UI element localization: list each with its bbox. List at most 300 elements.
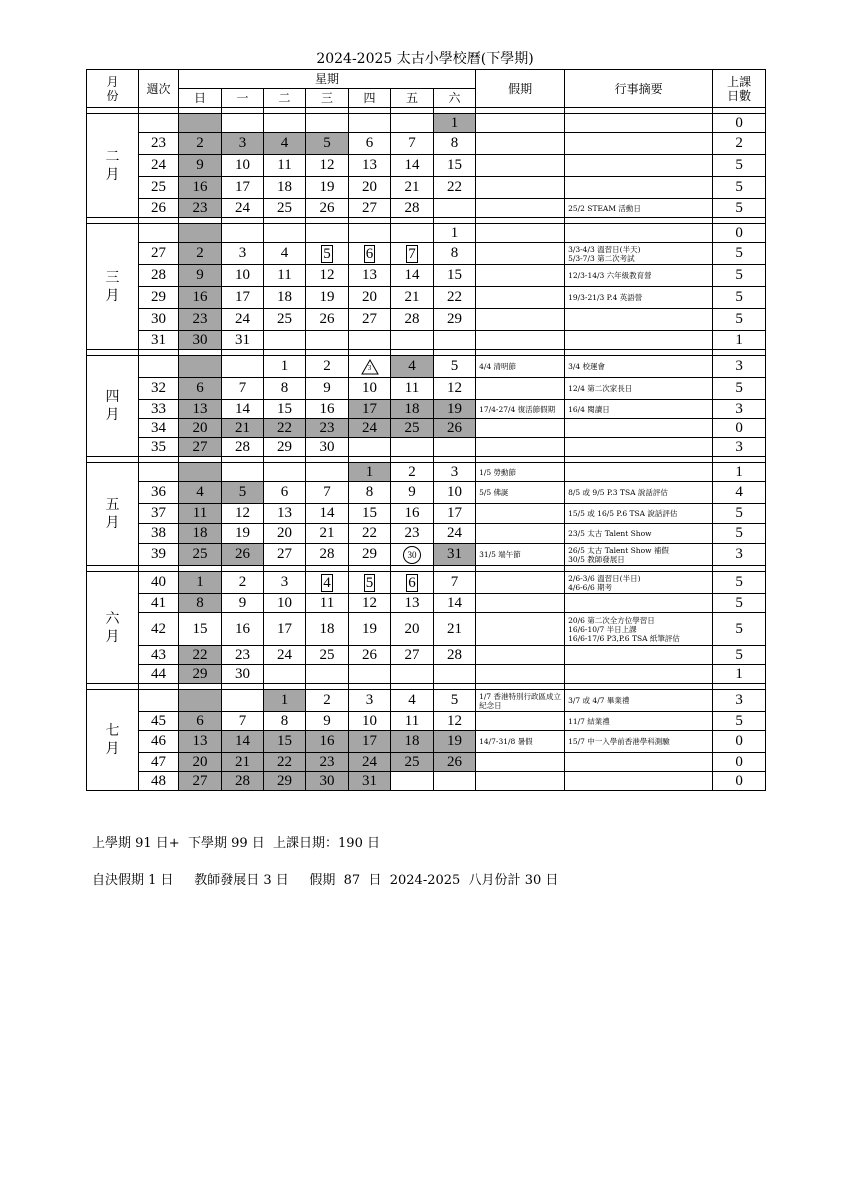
week-number: 36 bbox=[139, 482, 179, 504]
day-cell: 6 bbox=[264, 482, 306, 504]
week-number: 31 bbox=[139, 331, 179, 350]
event-note bbox=[565, 772, 713, 791]
day-cell bbox=[264, 463, 306, 482]
day-cell: 25 bbox=[391, 419, 434, 438]
day-cell: 14 bbox=[222, 400, 264, 419]
day-cell: 13 bbox=[391, 594, 434, 613]
day-cell: 11 bbox=[179, 504, 222, 524]
day-cell: 19 bbox=[306, 287, 349, 309]
day-cell: 27 bbox=[349, 199, 391, 218]
table-row bbox=[87, 224, 766, 243]
day-cell bbox=[391, 331, 434, 350]
day-cell: 11 bbox=[391, 712, 434, 731]
day-cell: 1 bbox=[349, 463, 391, 482]
day-cell: 16 bbox=[306, 400, 349, 419]
day-cell: 26 bbox=[349, 646, 391, 665]
school-day-count: 0 bbox=[713, 731, 766, 753]
day-cell: 2 bbox=[179, 243, 222, 265]
day-cell bbox=[222, 114, 264, 133]
school-day-count: 0 bbox=[713, 114, 766, 133]
day-cell: 27 bbox=[179, 438, 222, 457]
school-day-count: 5 bbox=[713, 712, 766, 731]
week-number bbox=[139, 224, 179, 243]
day-cell bbox=[222, 463, 264, 482]
day-cell: 12 bbox=[222, 504, 264, 524]
month-label: 五 月 bbox=[87, 463, 139, 566]
day-cell bbox=[391, 114, 434, 133]
day-cell: 20 bbox=[349, 287, 391, 309]
day-cell bbox=[349, 438, 391, 457]
day-cell: 25 bbox=[264, 199, 306, 218]
day-cell: 25 bbox=[179, 544, 222, 566]
day-cell: 25 bbox=[264, 309, 306, 331]
holiday-note bbox=[476, 594, 565, 613]
day-cell bbox=[391, 224, 434, 243]
holiday-note bbox=[476, 572, 565, 594]
school-day-count: 5 bbox=[713, 504, 766, 524]
day-cell: 11 bbox=[306, 594, 349, 613]
day-cell: 20 bbox=[179, 753, 222, 772]
day-cell: 10 bbox=[349, 712, 391, 731]
day-cell: 8 bbox=[434, 243, 476, 265]
weekday-header-4: 四 bbox=[349, 89, 391, 108]
week-number: 27 bbox=[139, 243, 179, 265]
exam-day-mark: 5 bbox=[365, 574, 374, 591]
school-day-count: 3 bbox=[713, 400, 766, 419]
holiday-note bbox=[476, 646, 565, 665]
day-cell: 21 bbox=[391, 287, 434, 309]
day-cell bbox=[264, 665, 306, 684]
day-cell: 19 bbox=[349, 613, 391, 646]
day-cell: 22 bbox=[434, 177, 476, 199]
day-cell: 11 bbox=[264, 155, 306, 177]
school-day-count: 3 bbox=[713, 544, 766, 566]
day-cell: 22 bbox=[434, 287, 476, 309]
day-cell: 2 bbox=[391, 463, 434, 482]
event-note bbox=[565, 114, 713, 133]
table-row bbox=[87, 243, 766, 265]
holiday-note: 14/7-31/8 暑假 bbox=[476, 731, 565, 753]
day-cell bbox=[306, 114, 349, 133]
table-row bbox=[87, 753, 766, 772]
day-cell: 7 bbox=[306, 482, 349, 504]
day-cell: 8 bbox=[349, 482, 391, 504]
day-cell: 17 bbox=[349, 400, 391, 419]
day-cell: 27 bbox=[179, 772, 222, 791]
month-label: 二 月 bbox=[87, 114, 139, 218]
day-cell: 30 bbox=[179, 331, 222, 350]
day-cell: 1 bbox=[434, 224, 476, 243]
day-cell bbox=[306, 331, 349, 350]
event-note: 12/3-14/3 六年級教育營 bbox=[565, 265, 713, 287]
day-cell: 3 bbox=[222, 133, 264, 155]
day-cell bbox=[434, 772, 476, 791]
day-cell: 4 bbox=[264, 133, 306, 155]
day-cell: 28 bbox=[222, 438, 264, 457]
school-day-count: 5 bbox=[713, 378, 766, 400]
day-cell bbox=[264, 224, 306, 243]
holiday-note bbox=[476, 665, 565, 684]
holiday-note bbox=[476, 753, 565, 772]
holiday-note bbox=[476, 133, 565, 155]
day-cell: 21 bbox=[391, 177, 434, 199]
day-cell bbox=[434, 331, 476, 350]
event-note bbox=[565, 331, 713, 350]
day-cell: 5 bbox=[434, 356, 476, 378]
week-number bbox=[139, 463, 179, 482]
day-cell: 14 bbox=[306, 504, 349, 524]
day-cell: 12 bbox=[434, 378, 476, 400]
week-number: 25 bbox=[139, 177, 179, 199]
day-cell: 18 bbox=[391, 731, 434, 753]
weekday-group-header: 星期 bbox=[179, 70, 476, 89]
week-number: 44 bbox=[139, 665, 179, 684]
table-row bbox=[87, 378, 766, 400]
day-cell: 30 bbox=[306, 438, 349, 457]
school-day-count: 3 bbox=[713, 356, 766, 378]
table-row bbox=[87, 613, 766, 646]
week-number: 34 bbox=[139, 419, 179, 438]
holiday-note bbox=[476, 712, 565, 731]
holiday-note bbox=[476, 504, 565, 524]
school-day-count: 5 bbox=[713, 572, 766, 594]
day-cell: 16 bbox=[179, 287, 222, 309]
day-cell: 22 bbox=[264, 419, 306, 438]
day-cell: 23 bbox=[391, 524, 434, 544]
event-note: 20/6 第二次全方位學習日 16/6-10/7 半日上課 16/6-17/6 P3,P.6 TSA 紙筆評估 bbox=[565, 613, 713, 646]
school-day-count: 5 bbox=[713, 155, 766, 177]
day-cell: 15 bbox=[264, 400, 306, 419]
day-cell: 13 bbox=[179, 400, 222, 419]
holiday-note: 31/5 端午節 bbox=[476, 544, 565, 566]
day-cell bbox=[264, 331, 306, 350]
day-cell: 29 bbox=[434, 309, 476, 331]
exam-day-mark: 6 bbox=[408, 574, 416, 591]
school-day-count: 1 bbox=[713, 463, 766, 482]
day-cell: 31 bbox=[349, 772, 391, 791]
holiday-header: 假期 bbox=[476, 70, 565, 108]
day-cell: 24 bbox=[349, 753, 391, 772]
week-number: 46 bbox=[139, 731, 179, 753]
day-cell: 10 bbox=[434, 482, 476, 504]
day-cell: 14 bbox=[391, 265, 434, 287]
day-cell: 21 bbox=[434, 613, 476, 646]
day-cell bbox=[179, 356, 222, 378]
table-row bbox=[87, 731, 766, 753]
day-cell: 12 bbox=[306, 155, 349, 177]
table-row bbox=[87, 594, 766, 613]
event-note: 3/4 校運會 bbox=[565, 356, 713, 378]
day-cell bbox=[306, 463, 349, 482]
day-cell: 22 bbox=[179, 646, 222, 665]
school-day-count: 5 bbox=[713, 594, 766, 613]
weekday-header-3: 三 bbox=[306, 89, 349, 108]
day-cell: 28 bbox=[391, 309, 434, 331]
day-cell: 5 bbox=[434, 690, 476, 712]
day-cell bbox=[391, 572, 434, 594]
day-cell: 23 bbox=[222, 646, 264, 665]
day-cell: 6 bbox=[349, 133, 391, 155]
exam-day-mark: 6 bbox=[365, 245, 374, 262]
day-cell: 15 bbox=[434, 155, 476, 177]
table-row bbox=[87, 331, 766, 350]
day-cell: 14 bbox=[391, 155, 434, 177]
table-row bbox=[87, 177, 766, 199]
day-cell bbox=[391, 243, 434, 265]
table-row bbox=[87, 712, 766, 731]
event-note: 2/6-3/6 溫習日(半日) 4/6-6/6 期考 bbox=[565, 572, 713, 594]
day-cell bbox=[179, 463, 222, 482]
day-cell: 23 bbox=[306, 753, 349, 772]
table-row bbox=[87, 646, 766, 665]
week-number: 28 bbox=[139, 265, 179, 287]
day-cell: 8 bbox=[264, 378, 306, 400]
event-note bbox=[565, 155, 713, 177]
day-cell: 14 bbox=[434, 594, 476, 613]
day-cell: 2 bbox=[222, 572, 264, 594]
event-note bbox=[565, 646, 713, 665]
exam-day-mark: 4 bbox=[323, 574, 331, 591]
day-cell: 20 bbox=[264, 524, 306, 544]
event-note: 3/7 或 4/7 畢業禮 bbox=[565, 690, 713, 712]
day-cell: 21 bbox=[306, 524, 349, 544]
day-cell: 26 bbox=[434, 753, 476, 772]
school-day-count: 0 bbox=[713, 419, 766, 438]
week-number: 45 bbox=[139, 712, 179, 731]
day-cell: 23 bbox=[306, 419, 349, 438]
holiday-note bbox=[476, 331, 565, 350]
month-label: 七 月 bbox=[87, 690, 139, 791]
school-day-count: 5 bbox=[713, 287, 766, 309]
weekday-header-6: 六 bbox=[434, 89, 476, 108]
day-cell: 10 bbox=[222, 155, 264, 177]
table-row bbox=[87, 544, 766, 566]
week-header: 週次 bbox=[139, 70, 179, 108]
sports-day-triangle-mark: 3 bbox=[361, 359, 379, 375]
day-cell: 29 bbox=[179, 665, 222, 684]
table-row bbox=[87, 133, 766, 155]
day-cell: 21 bbox=[222, 419, 264, 438]
holiday-note bbox=[476, 243, 565, 265]
day-cell bbox=[349, 356, 391, 378]
event-note: 26/5 太古 Talent Show 補假 30/5 教師發展日 bbox=[565, 544, 713, 566]
holiday-note bbox=[476, 524, 565, 544]
week-number: 33 bbox=[139, 400, 179, 419]
day-cell: 17 bbox=[222, 287, 264, 309]
day-cell: 16 bbox=[391, 504, 434, 524]
school-day-count: 2 bbox=[713, 133, 766, 155]
event-note bbox=[565, 665, 713, 684]
day-cell: 26 bbox=[434, 419, 476, 438]
day-cell: 15 bbox=[349, 504, 391, 524]
event-note bbox=[565, 463, 713, 482]
holiday-note bbox=[476, 224, 565, 243]
day-cell: 18 bbox=[264, 287, 306, 309]
week-number: 30 bbox=[139, 309, 179, 331]
day-cell: 9 bbox=[222, 594, 264, 613]
table-row bbox=[87, 309, 766, 331]
week-number bbox=[139, 114, 179, 133]
school-day-count: 3 bbox=[713, 438, 766, 457]
day-cell: 3 bbox=[434, 463, 476, 482]
day-cell: 3 bbox=[349, 690, 391, 712]
school-day-count: 1 bbox=[713, 331, 766, 350]
day-cell: 16 bbox=[222, 613, 264, 646]
table-row bbox=[87, 400, 766, 419]
day-cell: 4 bbox=[391, 690, 434, 712]
table-row bbox=[87, 572, 766, 594]
school-day-count: 5 bbox=[713, 199, 766, 218]
day-cell bbox=[349, 665, 391, 684]
week-number bbox=[139, 356, 179, 378]
day-cell: 29 bbox=[264, 772, 306, 791]
day-cell: 27 bbox=[349, 309, 391, 331]
day-cell: 8 bbox=[434, 133, 476, 155]
event-note: 3/3-4/3 溫習日(半天) 5/3-7/3 第二次考試 bbox=[565, 243, 713, 265]
day-cell bbox=[306, 243, 349, 265]
day-cell: 29 bbox=[264, 438, 306, 457]
month-label: 六 月 bbox=[87, 572, 139, 684]
school-calendar-table bbox=[86, 69, 766, 791]
school-day-count: 5 bbox=[713, 309, 766, 331]
week-number: 26 bbox=[139, 199, 179, 218]
holiday-note bbox=[476, 378, 565, 400]
day-cell: 15 bbox=[179, 613, 222, 646]
event-note bbox=[565, 419, 713, 438]
school-day-count: 5 bbox=[713, 265, 766, 287]
day-cell: 16 bbox=[306, 731, 349, 753]
day-cell: 28 bbox=[306, 544, 349, 566]
day-cell bbox=[349, 224, 391, 243]
holiday-note bbox=[476, 199, 565, 218]
week-number: 39 bbox=[139, 544, 179, 566]
day-cell: 15 bbox=[434, 265, 476, 287]
day-cell: 13 bbox=[349, 155, 391, 177]
day-cell: 17 bbox=[349, 731, 391, 753]
footer-summary-2: 自決假期 1 日 教師發展日 3 日 假期 87 日 2024-2025 八月份計 30 日 bbox=[92, 873, 559, 888]
table-row bbox=[87, 463, 766, 482]
event-note: 12/4 第二次家長日 bbox=[565, 378, 713, 400]
day-cell: 10 bbox=[264, 594, 306, 613]
table-row bbox=[87, 665, 766, 684]
day-cell: 26 bbox=[306, 309, 349, 331]
day-cell bbox=[349, 572, 391, 594]
school-day-count: 5 bbox=[713, 524, 766, 544]
day-cell: 24 bbox=[264, 646, 306, 665]
event-note bbox=[565, 438, 713, 457]
day-cell: 22 bbox=[349, 524, 391, 544]
day-cell: 23 bbox=[179, 309, 222, 331]
event-note: 15/7 中一入學前香港學科測驗 bbox=[565, 731, 713, 753]
week-number: 40 bbox=[139, 572, 179, 594]
day-cell: 2 bbox=[306, 690, 349, 712]
school-day-count: 5 bbox=[713, 243, 766, 265]
day-cell: 30 bbox=[306, 772, 349, 791]
table-row bbox=[87, 524, 766, 544]
day-cell: 8 bbox=[179, 594, 222, 613]
day-cell: 12 bbox=[349, 594, 391, 613]
staff-development-day-mark: 30 bbox=[403, 546, 421, 564]
day-cell bbox=[349, 243, 391, 265]
day-cell: 19 bbox=[434, 731, 476, 753]
week-number: 35 bbox=[139, 438, 179, 457]
event-note: 25/2 STEAM 活動日 bbox=[565, 199, 713, 218]
day-cell bbox=[179, 690, 222, 712]
day-cell: 28 bbox=[222, 772, 264, 791]
weekday-header-1: 一 bbox=[222, 89, 264, 108]
week-number: 23 bbox=[139, 133, 179, 155]
holiday-note bbox=[476, 613, 565, 646]
day-cell: 16 bbox=[179, 177, 222, 199]
day-cell: 31 bbox=[222, 331, 264, 350]
week-number: 47 bbox=[139, 753, 179, 772]
day-cell: 18 bbox=[264, 177, 306, 199]
day-cell bbox=[179, 224, 222, 243]
day-cell: 27 bbox=[391, 646, 434, 665]
day-cell: 11 bbox=[264, 265, 306, 287]
events-header: 行事摘要 bbox=[565, 70, 713, 108]
day-cell bbox=[434, 199, 476, 218]
day-cell: 24 bbox=[222, 199, 264, 218]
day-cell: 7 bbox=[222, 712, 264, 731]
school-day-count: 0 bbox=[713, 224, 766, 243]
day-cell: 7 bbox=[222, 378, 264, 400]
day-cell bbox=[222, 690, 264, 712]
day-cell: 5 bbox=[306, 133, 349, 155]
day-cell: 31 bbox=[434, 544, 476, 566]
event-note: 16/4 閱讀日 bbox=[565, 400, 713, 419]
event-note: 15/5 或 16/5 P.6 TSA 說話評估 bbox=[565, 504, 713, 524]
holiday-note: 1/5 勞動節 bbox=[476, 463, 565, 482]
month-label: 四 月 bbox=[87, 356, 139, 457]
day-cell: 9 bbox=[306, 378, 349, 400]
event-note bbox=[565, 224, 713, 243]
day-cell: 20 bbox=[349, 177, 391, 199]
week-number: 37 bbox=[139, 504, 179, 524]
day-cell: 26 bbox=[222, 544, 264, 566]
day-cell bbox=[349, 114, 391, 133]
day-cell: 9 bbox=[179, 155, 222, 177]
day-cell: 3 bbox=[264, 572, 306, 594]
day-cell: 19 bbox=[434, 400, 476, 419]
school-day-count: 0 bbox=[713, 753, 766, 772]
day-cell: 1 bbox=[434, 114, 476, 133]
day-cell: 30 bbox=[222, 665, 264, 684]
day-cell: 26 bbox=[306, 199, 349, 218]
day-cell: 2 bbox=[179, 133, 222, 155]
day-cell bbox=[391, 772, 434, 791]
day-cell: 3 bbox=[222, 243, 264, 265]
day-cell: 10 bbox=[349, 378, 391, 400]
day-cell: 11 bbox=[391, 378, 434, 400]
calendar-title: 2024-2025 太古小學校曆(下學期) bbox=[316, 51, 534, 67]
day-cell: 4 bbox=[264, 243, 306, 265]
table-row bbox=[87, 356, 766, 378]
day-cell: 6 bbox=[179, 378, 222, 400]
week-number: 29 bbox=[139, 287, 179, 309]
day-cell: 13 bbox=[349, 265, 391, 287]
week-number: 42 bbox=[139, 613, 179, 646]
holiday-note bbox=[476, 772, 565, 791]
day-cell: 24 bbox=[434, 524, 476, 544]
weekday-header-0: 日 bbox=[179, 89, 222, 108]
day-cell: 28 bbox=[391, 199, 434, 218]
day-cell: 29 bbox=[349, 544, 391, 566]
day-cell: 7 bbox=[391, 133, 434, 155]
day-cell: 28 bbox=[434, 646, 476, 665]
holiday-note bbox=[476, 287, 565, 309]
day-cell: 7 bbox=[434, 572, 476, 594]
